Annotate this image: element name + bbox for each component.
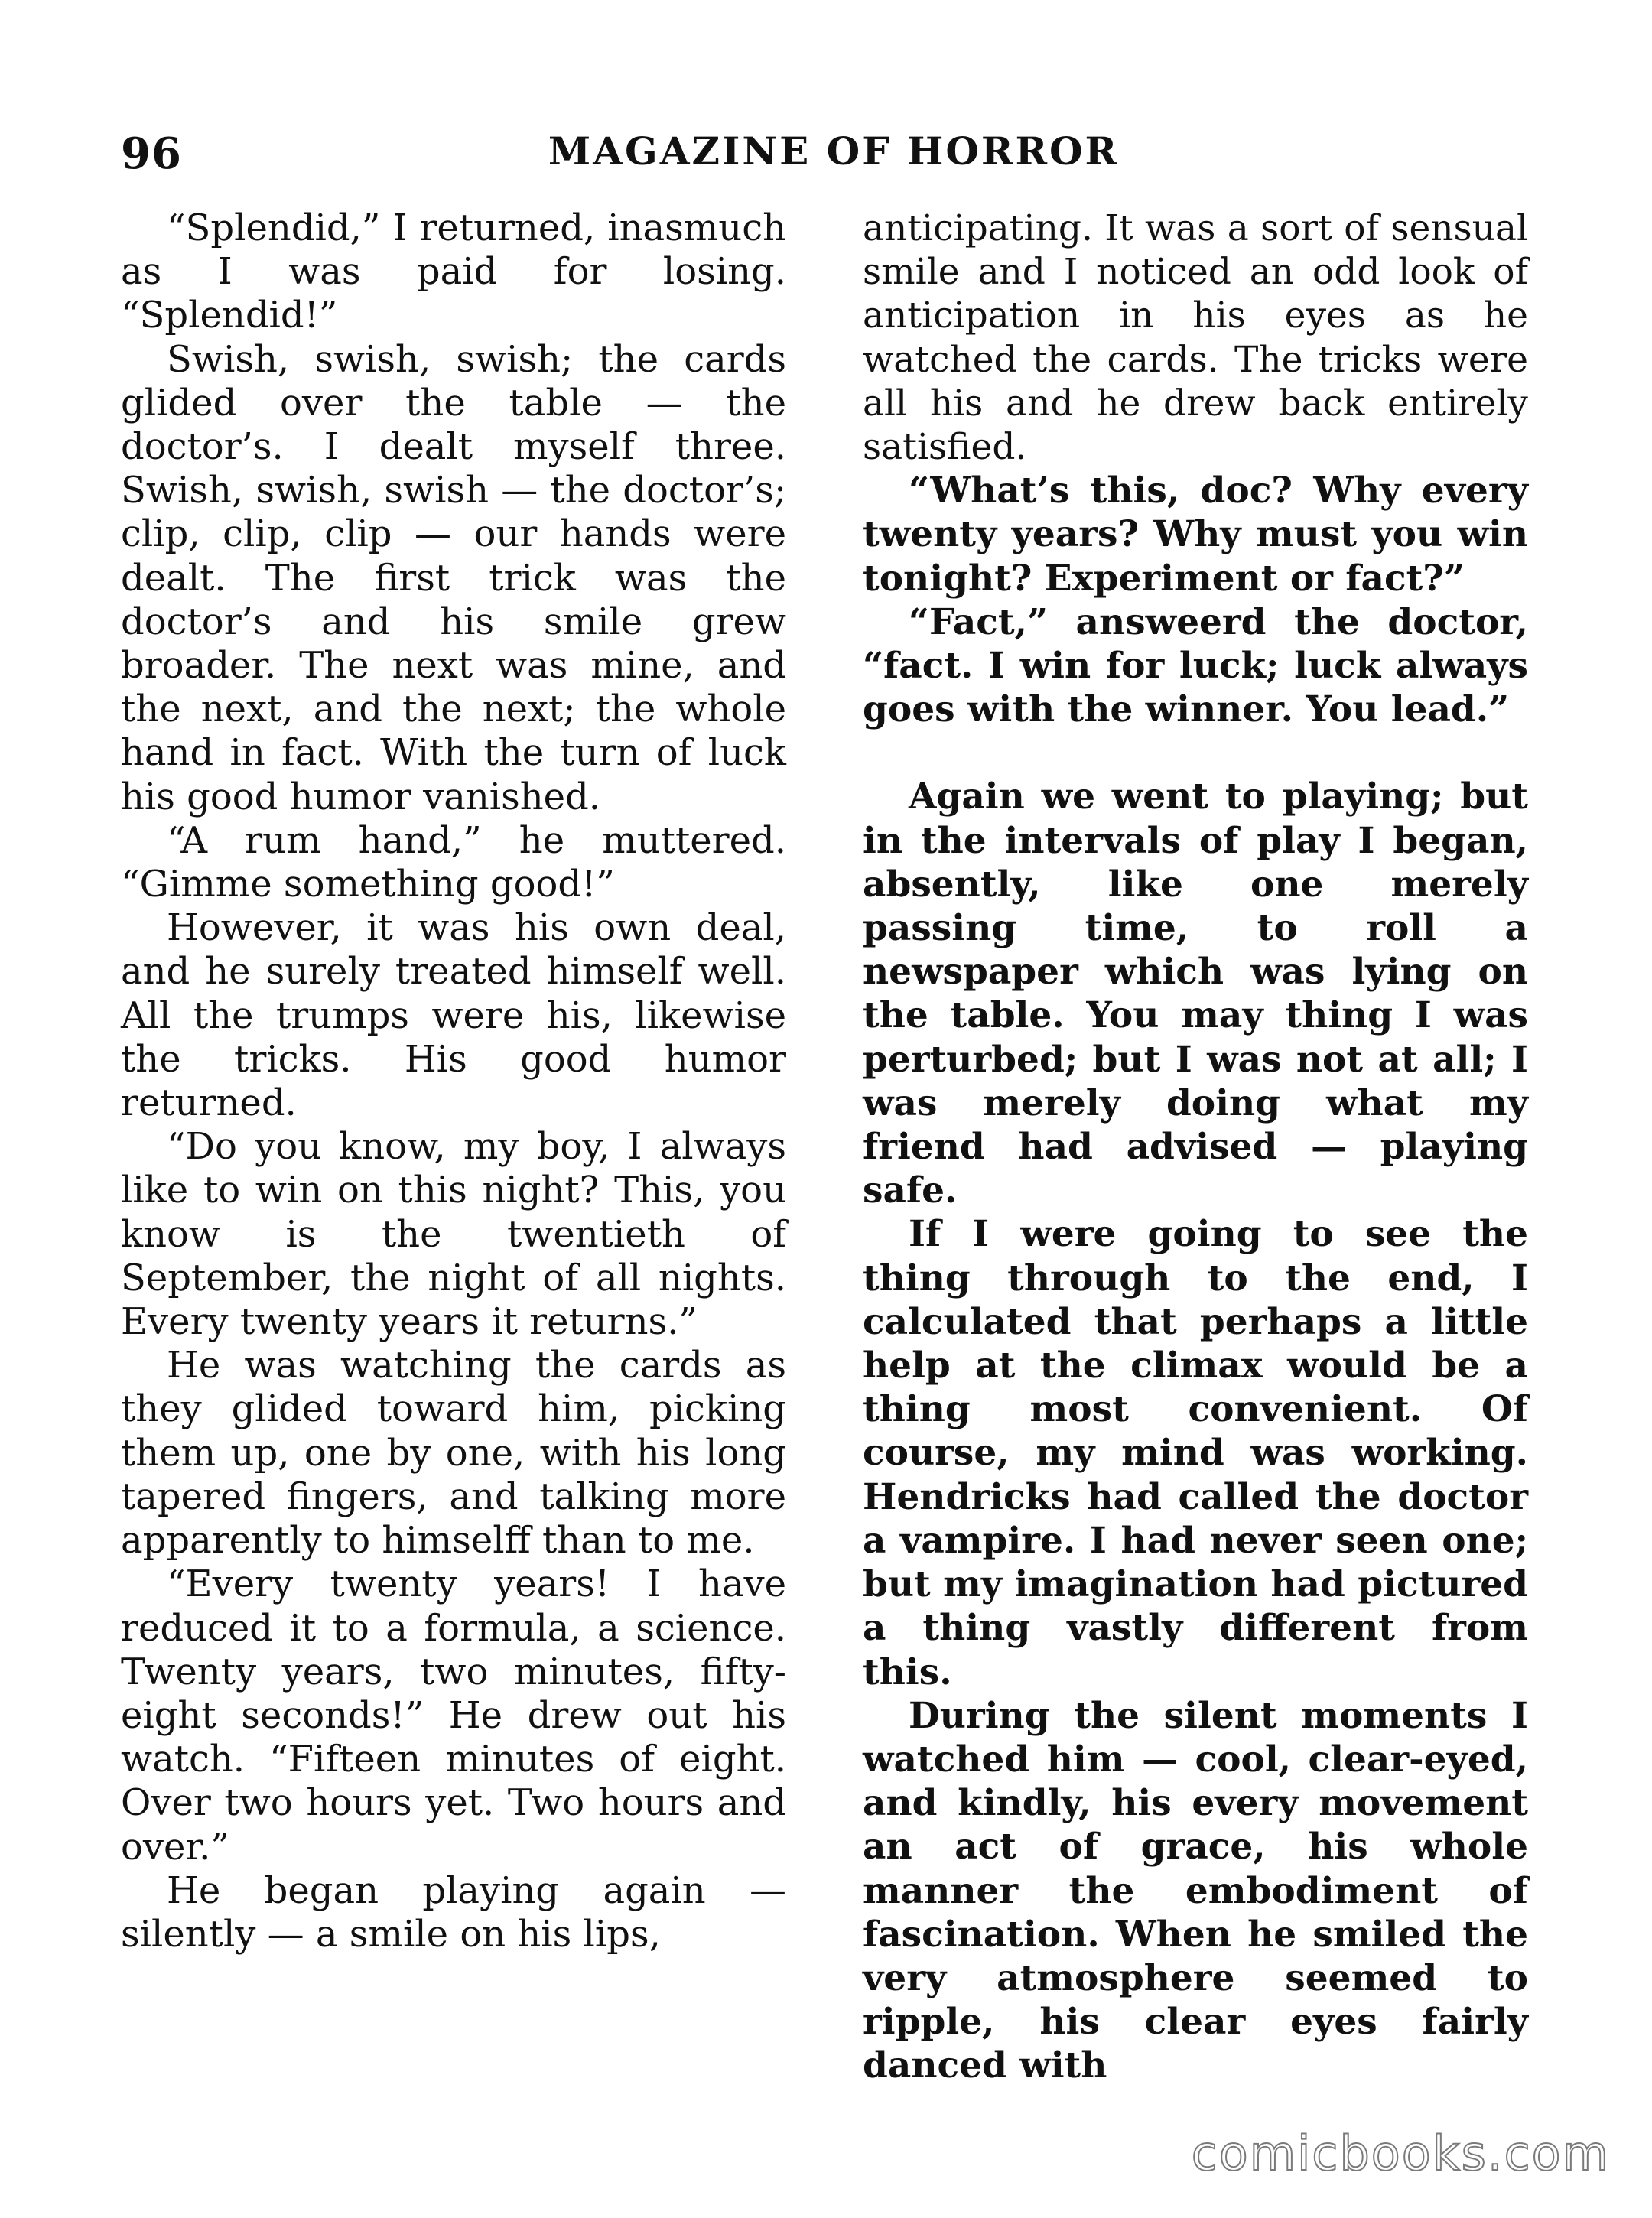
section-break [863,731,1528,775]
right-column [863,207,1528,2088]
running-title: MAGAZINE OF HORROR [548,128,1120,174]
page-number: 96 [121,128,182,179]
watermark: comicbooks.com [1191,2125,1610,2181]
paragraph: “Do you know, my boy, I always like to win on this night? This, you know is the twentieth of September, the night of all nights. Every twenty years it returns.” [121,1125,786,1344]
paragraph: He began playing again — silently — a smile on his lips, [121,1868,786,1956]
paragraph: Again we went to playing; but in the intervals of play I began, absently, like one merely passing time, to roll a newspaper which was lying on the table. You may thing I was perturbed; but I was not at all; I was merely doing what my friend had advised — playing safe. [863,776,1528,1212]
paragraph-continued: anticipating. It was a sort of sensual smile and I noticed an odd look of anticipation in his eyes as he watched the cards. The tricks were all his and he drew back entirely satisfied. [863,207,1528,469]
paragraph: He was watching the cards as they glided toward him, picking them up, one by one, with his long tapered fingers, and talking more apparently to himselff than to me. [121,1344,786,1563]
paragraph: “Every twenty years! I have reduced it to a formula, a science. Twenty years, two minutes, fifty-eight seconds!” He drew out his watch. “Fifteen minutes of eight. Over two hours yet. Two hours and over.” [121,1563,786,1868]
paragraph: “A rum hand,” he muttered. “Gimme something good!” [121,818,786,906]
page-header [121,128,1546,182]
paragraph: “Splendid,” I returned, inasmuch as I was paid for losing. “Splendid!” [121,207,786,337]
paragraph: During the silent moments I watched him — cool, clear-eyed, and kindly, his every movement an act of grace, his whole manner the embodiment of fascination. When he smiled the very atmosphere seemed to ripple, his clear eyes fairly danced with [863,1694,1528,2087]
left-column [121,207,786,1956]
paragraph: However, it was his own deal, and he surely treated himself well. All the trumps were his, likewise the tricks. His good humor returned. [121,906,786,1125]
paragraph: Swish, swish, swish; the cards glided over the table — the doctor’s. I dealt myself three. Swish, swish, swish — the doctor’s; clip, clip, clip — our hands were dealt. The first trick was the doctor’s and his smile grew broader. The next was mine, and the next, and the next; the whole hand in fact. With the turn of luck his good humor vanished. [121,337,786,818]
paragraph: “What’s this, doc? Why every twenty years? Why must you win tonight? Experiment or fact?” [863,470,1528,600]
paragraph: “Fact,” answeerd the doctor, “fact. I win for luck; luck always goes with the winner. You lead.” [863,600,1528,731]
paragraph: If I were going to see the thing through to the end, I calculated that perhaps a little help at the climax would be a thing most convenient. Of course, my mind was working. Hendricks had called the doctor a vampire. I had never seen one; but my imagination had pictured a thing vastly different from this. [863,1213,1528,1693]
